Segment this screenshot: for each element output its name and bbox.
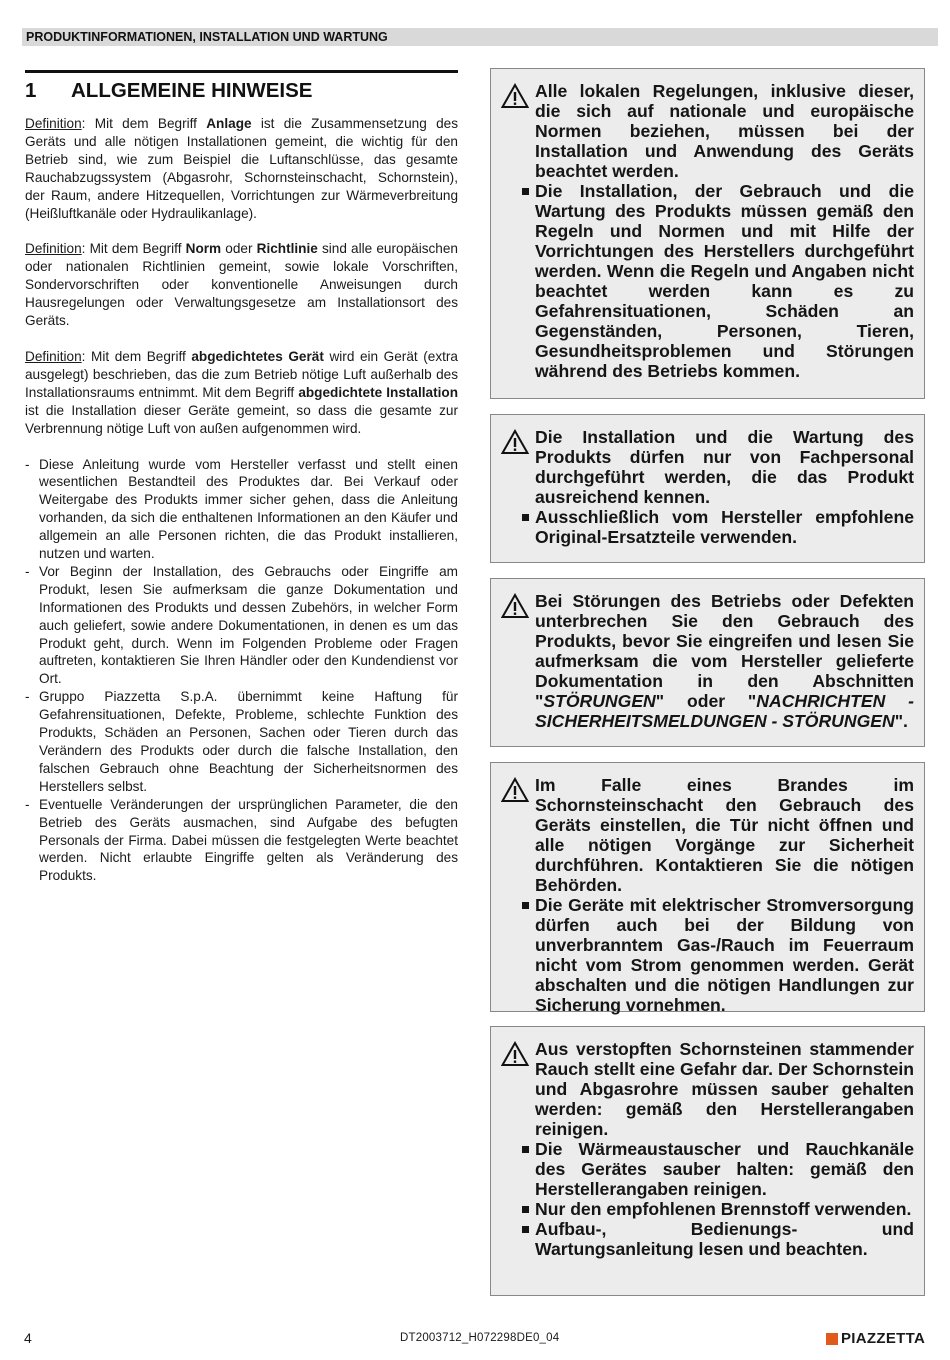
list-item: - Diese Anleitung wurde vom Hersteller verfasst und stellt einen wesentlichen Bestandteil des Produktes dar. Bei Verkauf oder Weitergabe des Produkts immer sicher gehen, dass die Anleitung vorhanden, da sich die enthaltenen Informationen an den Käufer und allgemein an alle Personen richten, die das Produkt installieren, nutzen und warten. [25, 456, 458, 563]
warning-bullet: Ausschließlich vom Hersteller empfohlene Original-Ersatzteile verwenden. [535, 507, 914, 547]
section-title: ALLGEMEINE HINWEISE [71, 79, 313, 102]
warning-bullet: Aufbau-, Bedienungs- und Wartungsanleitung lesen und beachten. [535, 1219, 914, 1259]
warning-triangle-icon [501, 429, 529, 455]
warning-lead: Bei Störungen des Betriebs oder Defekten unterbrechen Sie den Gebrauch des Produkts, bevor Sie eingreifen und lesen Sie aufmerksam die vom Hersteller gelieferte Dokumentation in den Abschnitten "STÖRUNGEN" oder "NACHRICHTEN - SICHERHEITSMELDUNGEN - STÖRUNGEN". [535, 591, 915, 731]
warning-bullet: Nur den empfohlenen Brennstoff verwenden. [535, 1199, 914, 1219]
document-code: DT2003712_H072298DE0_04 [400, 1332, 560, 1344]
list-item: - Vor Beginn der Installation, des Gebrauchs oder Eingriffe am Produkt, lesen Sie aufmerksam die ganze Dokumentation und Informationen des Produkts und dessen Zubehörs, in welcher Form auch geliefert, sowie andere Dokumentationen, in denen es um das Produkt geht, durch. Wenn im Folgenden Probleme oder Fragen auftreten, kontaktieren Sie Ihren Händler oder den Kundendienst vor Ort. [25, 563, 458, 688]
warning-triangle-icon [501, 1041, 529, 1067]
notes-list [25, 456, 458, 886]
warning-triangle-icon [501, 777, 529, 803]
warning-bullet: Die Geräte mit elektrischer Stromversorgung dürfen auch bei der Bildung von unverbranntem Gas-/Rauch im Feuerraum nicht vom Strom genommen werden. Gerät abschalten und die nötigen Handlungen zur Sicherung vornehmen. [535, 895, 914, 1015]
warning-bullet: Die Installation, der Gebrauch und die Wartung des Produkts müssen gemäß den Regeln und Normen und mit Hilfe der Vorrichtungen des Herstellers durchgeführt werden. Wenn die Regeln und Angaben nicht beachtet werden kann es zu Gefahrensituationen, Schäden an Gegenständen, Personen, Tieren, Gesundheitsproblemen und Störungen während des Betriebs kommen. [535, 181, 914, 381]
warning-triangle-icon [501, 83, 529, 109]
warning-lead: Alle lokalen Regelungen, inklusive dieser, die sich auf nationale und europäische Normen beziehen, müssen bei der Installation und Anwendung des Geräts beachtet werden. [535, 81, 914, 181]
section-heading [25, 70, 458, 103]
warning-box-chimney [490, 1026, 925, 1296]
warning-bullet: Die Wärmeaustauscher und Rauchkanäle des Gerätes sauber halten: gemäß den Herstellerangaben reinigen. [535, 1139, 914, 1199]
warning-lead: Im Falle eines Brandes im Schornsteinschacht den Gebrauch des Geräts einstellen, die Tür nicht öffnen und alle nötigen Vorgänge zur Sicherheit durchführen. Kontaktieren Sie die nötigen Behörden. [535, 775, 914, 895]
page-number: 4 [24, 1330, 32, 1346]
section-number: 1 [25, 79, 37, 102]
warning-box-personnel [490, 414, 925, 563]
definition-abgedichtet: Definition: Mit dem Begriff abgedichtetes Gerät wird ein Gerät (extra ausgelegt) beschrieben, das die zum Betrieb nötige Luft außerhalb des Installationsraums entnimmt. Mit dem Begriff abgedichtete Installation ist die Installation dieser Geräte gemeint, so dass die gesamte zur Verbrennung nötige Luft von außen aufgenommen wird. [25, 348, 459, 436]
warning-box-malfunction [490, 578, 925, 747]
brand-logo [826, 1330, 925, 1347]
piazzetta-logo-icon [826, 1333, 838, 1345]
list-item: - Eventuelle Veränderungen der ursprünglichen Parameter, die den Betrieb des Geräts ausmachen, sind Aufgabe des befugten Personals der Firma. Dabei müssen die festgelegten Werte beachtet werden. Nicht erlaubte Eingriffe gelten als Veränderung des Produkts. [25, 796, 458, 886]
brand-name: PIAZZETTA [841, 1330, 926, 1347]
running-header: PRODUKTINFORMATIONEN, INSTALLATION UND WARTUNG [22, 28, 938, 46]
definition-anlage: Definition: Mit dem Begriff Anlage ist die Zusammensetzung des Geräts und alle nötigen Installationen gemeint, die wichtig für den Betrieb sind, wie zum Beispiel die Luftanschlüsse, das gesamte Rauchabzugssystem (Abgasrohr, Schornsteinschacht, Schornstein), der Raum, andere Hitzequellen, Vorrichtungen zur Wärmeverbreitung (Heißluftkanäle oder Hydraulikanlage). [25, 116, 458, 221]
warning-lead: Die Installation und die Wartung des Produkts dürfen nur von Fachpersonal durchgeführt werden, die das Produkt ausreichend kennen. [535, 427, 914, 507]
warning-triangle-icon [501, 593, 529, 619]
list-item: - Gruppo Piazzetta S.p.A. übernimmt keine Haftung für Gefahrensituationen, Defekte, Probleme, schlechte Funktion des Produkts, Schäden an Personen, Sachen oder Tieren durch das Verändern des Produkts oder durch die falsche Installation, den falschen Gebrauch ohne Beachtung der Sicherheitsnormen des Herstellers selbst. [25, 688, 458, 795]
warning-box-regulations [490, 68, 925, 399]
definition-norm: Definition: Mit dem Begriff Norm oder Richtlinie sind alle europäischen oder nationalen Richtlinien gemeint, sowie lokale Vorschriften, Sondervorschriften oder konventionelle Anweisungen durch Hausregelungen oder Verwaltungsgesetze am Installationsort des Geräts. [25, 241, 458, 329]
warning-lead: Aus verstopften Schornsteinen stammender Rauch stellt eine Gefahr dar. Der Schornstein und Abgasrohre müssen sauber gehalten werden: gemäß den Herstellerangaben reinigen. [535, 1039, 914, 1139]
left-column [25, 70, 458, 885]
warning-box-fire [490, 762, 925, 1015]
